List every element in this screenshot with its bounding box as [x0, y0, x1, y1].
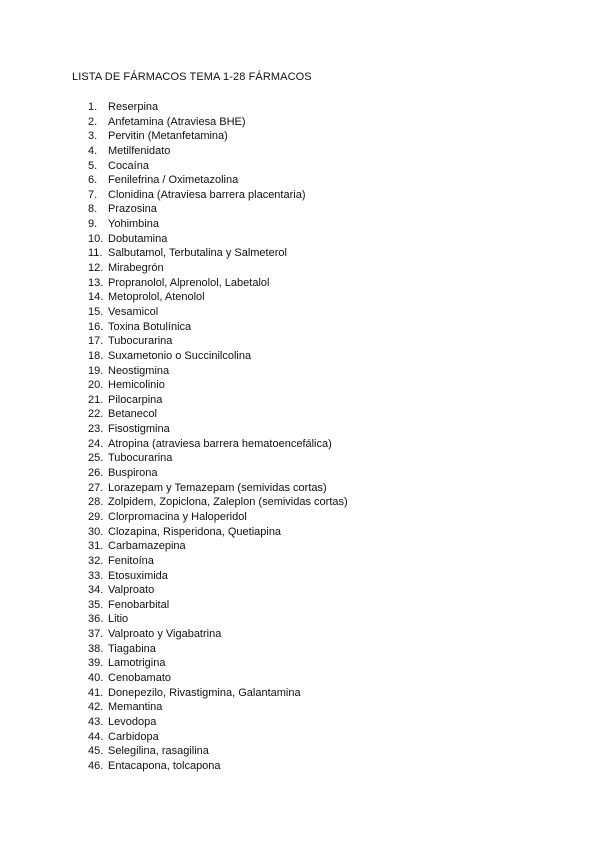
- list-item-number: 46.: [88, 759, 104, 772]
- list-item-text: Memantina: [108, 701, 163, 714]
- list-item-text: Atropina (atraviesa barrera hematoencefálica): [108, 437, 332, 450]
- list-item-number: 38.: [88, 642, 104, 655]
- list-item: [88, 539, 348, 554]
- list-item-text: Betanecol: [108, 408, 157, 421]
- list-item: [88, 378, 348, 393]
- list-item-text: Cocaína: [108, 159, 149, 172]
- list-item: [88, 525, 348, 540]
- list-item-number: 13.: [88, 276, 104, 289]
- list-item-text: Cenobamato: [108, 671, 171, 684]
- list-item-text: Tubocurarina: [108, 335, 173, 348]
- list-item-number: 40.: [88, 671, 104, 684]
- list-item: [88, 759, 348, 774]
- list-item: [88, 407, 348, 422]
- list-item: [88, 569, 348, 584]
- list-item: [88, 656, 348, 671]
- list-item-text: Clonidina (Atraviesa barrera placentaria): [108, 188, 306, 201]
- list-item: [88, 495, 348, 510]
- list-item-text: Toxina Botulínica: [108, 320, 192, 333]
- list-item-number: 42.: [88, 701, 104, 714]
- list-item: [88, 173, 348, 188]
- list-item-number: 8.: [88, 203, 98, 216]
- list-item-number: 27.: [88, 481, 104, 494]
- list-item-text: Metoprolol, Atenolol: [108, 291, 205, 304]
- list-item-number: 32.: [88, 554, 104, 567]
- list-item-text: Dobutamina: [108, 232, 168, 245]
- list-item-text: Etosuximida: [108, 569, 168, 582]
- list-item-text: Clozapina, Risperidona, Quetiapina: [108, 525, 282, 538]
- list-item-number: 2.: [88, 115, 98, 128]
- list-item-number: 36.: [88, 613, 104, 626]
- list-item: [88, 510, 348, 525]
- list-item: [88, 598, 348, 613]
- list-item-text: Lamotrigina: [108, 657, 166, 670]
- list-item: [88, 334, 348, 349]
- drug-list: [88, 100, 348, 773]
- list-item: [88, 700, 348, 715]
- list-item: [88, 100, 348, 115]
- list-item-number: 26.: [88, 467, 104, 480]
- list-item: [88, 246, 348, 261]
- list-item-number: 7.: [88, 188, 98, 201]
- list-item: [88, 393, 348, 408]
- list-item-text: Donepezilo, Rivastigmina, Galantamina: [108, 686, 301, 699]
- list-item: [88, 115, 348, 130]
- list-item-number: 12.: [88, 262, 104, 275]
- list-item-text: Anfetamina (Atraviesa BHE): [108, 115, 246, 128]
- list-item-text: Salbutamol, Terbutalina y Salmeterol: [108, 247, 287, 260]
- list-item-number: 34.: [88, 584, 104, 597]
- list-item: [88, 481, 348, 496]
- list-item: [88, 305, 348, 320]
- list-item: [88, 686, 348, 701]
- list-item-text: Entacapona, tolcapona: [108, 759, 221, 772]
- list-item-number: 28.: [88, 496, 104, 509]
- list-item-text: Metilfenidato: [108, 144, 171, 157]
- list-item: [88, 129, 348, 144]
- list-item-text: Propranolol, Alprenolol, Labetalol: [108, 276, 270, 289]
- list-item-text: Buspirona: [108, 467, 158, 480]
- list-item-number: 39.: [88, 657, 104, 670]
- list-item-number: 17.: [88, 335, 104, 348]
- list-item: [88, 276, 348, 291]
- list-item: [88, 583, 348, 598]
- list-item: [88, 554, 348, 569]
- list-item: [88, 612, 348, 627]
- list-item-number: 18.: [88, 349, 104, 362]
- list-item: [88, 437, 348, 452]
- list-item-text: Hemicolinio: [108, 379, 165, 392]
- list-item-number: 6.: [88, 174, 98, 187]
- list-item-text: Vesamicol: [108, 305, 159, 318]
- list-item-text: Clorpromacina y Haloperidol: [108, 510, 247, 523]
- list-item-text: Pervitin (Metanfetamina): [108, 130, 228, 143]
- list-item-number: 22.: [88, 408, 104, 421]
- list-item: [88, 451, 348, 466]
- list-item-number: 31.: [88, 540, 104, 553]
- list-item-number: 35.: [88, 598, 104, 611]
- list-item: [88, 261, 348, 276]
- list-item-number: 30.: [88, 525, 104, 538]
- list-item-text: Selegilina, rasagilina: [108, 745, 209, 758]
- list-item-number: 25.: [88, 452, 104, 465]
- list-item: [88, 744, 348, 759]
- list-item-text: Fisostigmina: [108, 423, 170, 436]
- list-item-text: Zolpidem, Zopiclona, Zaleplon (semividas cortas): [108, 496, 348, 509]
- list-item-number: 16.: [88, 320, 104, 333]
- list-item-number: 37.: [88, 628, 104, 641]
- list-item-number: 4.: [88, 144, 98, 157]
- list-item-text: Valproato: [108, 584, 155, 597]
- list-item: [88, 364, 348, 379]
- list-item: [88, 422, 348, 437]
- list-item: [88, 671, 348, 686]
- list-item-number: 23.: [88, 423, 104, 436]
- list-item-number: 29.: [88, 510, 104, 523]
- list-item-number: 21.: [88, 393, 104, 406]
- list-item-number: 43.: [88, 715, 104, 728]
- list-item: [88, 232, 348, 247]
- list-item: [88, 642, 348, 657]
- list-item-number: 44.: [88, 730, 104, 743]
- list-item: [88, 349, 348, 364]
- list-item-text: Yohimbina: [108, 218, 159, 231]
- list-item: [88, 202, 348, 217]
- list-item-number: 41.: [88, 686, 104, 699]
- list-item-text: Fenitoína: [108, 554, 154, 567]
- list-item-text: Tiagabina: [108, 642, 156, 655]
- list-item: [88, 290, 348, 305]
- list-item: [88, 730, 348, 745]
- list-item-text: Carbamazepina: [108, 540, 186, 553]
- list-item-text: Levodopa: [108, 715, 157, 728]
- list-item: [88, 159, 348, 174]
- list-item-number: 19.: [88, 364, 104, 377]
- list-item-number: 45.: [88, 745, 104, 758]
- list-item-number: 24.: [88, 437, 104, 450]
- list-item: [88, 466, 348, 481]
- list-item-text: Reserpina: [108, 101, 159, 113]
- list-item-text: Mirabegrón: [108, 262, 164, 275]
- list-item-text: Valproato y Vigabatrina: [108, 628, 222, 641]
- list-item: [88, 627, 348, 642]
- list-item-number: 1.: [88, 101, 98, 113]
- list-item-number: 5.: [88, 159, 98, 172]
- list-item-number: 9.: [88, 218, 98, 231]
- list-item-text: Neostigmina: [108, 364, 170, 377]
- list-item-text: Fenilefrina / Oximetazolina: [108, 174, 239, 187]
- list-item-text: Carbidopa: [108, 730, 159, 743]
- list-item-number: 15.: [88, 305, 104, 318]
- list-item-text: Tubocurarina: [108, 452, 173, 465]
- list-item-number: 10.: [88, 232, 104, 245]
- list-item-text: Fenobarbital: [108, 598, 170, 611]
- list-item-text: Litio: [108, 613, 129, 626]
- list-item-text: Prazosina: [108, 203, 157, 216]
- list-item-text: Pilocarpina: [108, 393, 163, 406]
- list-item-number: 14.: [88, 291, 104, 304]
- list-item: [88, 715, 348, 730]
- list-item-text: Lorazepam y Temazepam (semividas cortas): [108, 481, 327, 494]
- list-item-number: 3.: [88, 130, 98, 143]
- list-item: [88, 320, 348, 335]
- list-item-number: 20.: [88, 379, 104, 392]
- list-item: [88, 217, 348, 232]
- list-item: [88, 188, 348, 203]
- document-title: LISTA DE FÁRMACOS TEMA 1-28 FÁRMACOS: [72, 71, 312, 83]
- list-item-number: 11.: [88, 247, 103, 260]
- list-item-text: Suxametonio o Succinilcolina: [108, 349, 252, 362]
- list-item: [88, 144, 348, 159]
- list-item-number: 33.: [88, 569, 104, 582]
